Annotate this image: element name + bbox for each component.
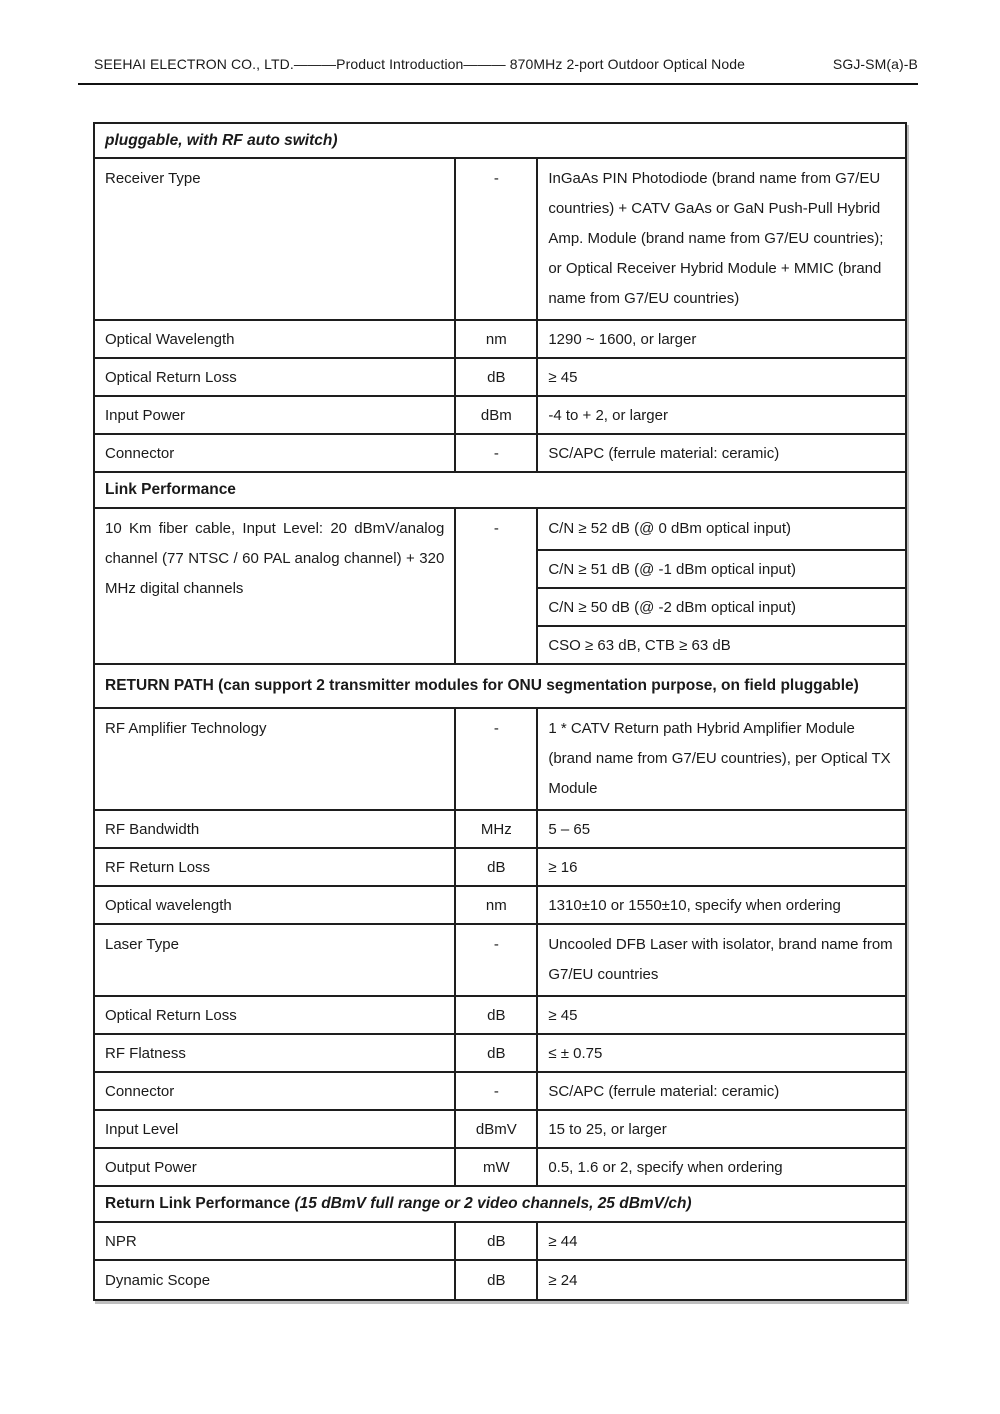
param-cell: Optical Return Loss [94, 358, 455, 396]
header-model-number: SGJ-SM(a)-B [832, 56, 918, 72]
table-row [94, 886, 906, 924]
value-cell: 0.5, 1.6 or 2, specify when ordering [537, 1148, 906, 1186]
unit-cell: - [455, 708, 537, 810]
param-cell: RF Amplifier Technology [94, 708, 455, 810]
condition-cell: 10 Km fiber cable, Input Level: 20 dBmV/analog channel (77 NTSC / 60 PAL analog channel) + 320 MHz digital channels [94, 508, 455, 664]
value-cell: SC/APC (ferrule material: ceramic) [537, 434, 906, 472]
param-cell: NPR [94, 1222, 455, 1260]
unit-cell: dB [455, 848, 537, 886]
param-cell: RF Return Loss [94, 848, 455, 886]
value-cell: 15 to 25, or larger [537, 1110, 906, 1148]
value-cell: C/N ≥ 52 dB (@ 0 dBm optical input) [537, 508, 906, 550]
page-header [78, 56, 918, 85]
table-row [94, 924, 906, 996]
unit-cell: dBmV [455, 1110, 537, 1148]
value-cell: ≤ ± 0.75 [537, 1034, 906, 1072]
section-title-note: (15 dBmV full range or 2 video channels, 25 dBmV/ch) [294, 1195, 692, 1212]
table-row [94, 996, 906, 1034]
table-row [94, 1110, 906, 1148]
table-row [94, 472, 906, 508]
table-row [94, 1260, 906, 1300]
table-row [94, 508, 906, 550]
param-cell: Optical Return Loss [94, 996, 455, 1034]
table-row [94, 848, 906, 886]
table-row [94, 664, 906, 708]
param-cell: Optical Wavelength [94, 320, 455, 358]
value-cell: C/N ≥ 50 dB (@ -2 dBm optical input) [537, 588, 906, 626]
unit-cell: dB [455, 1222, 537, 1260]
value-cell: SC/APC (ferrule material: ceramic) [537, 1072, 906, 1110]
value-cell: ≥ 45 [537, 358, 906, 396]
table-row [94, 1222, 906, 1260]
param-cell: Optical wavelength [94, 886, 455, 924]
table-row [94, 1186, 906, 1222]
section-header-return-link-performance [94, 1186, 906, 1222]
unit-cell: MHz [455, 810, 537, 848]
value-cell: 1290 ~ 1600, or larger [537, 320, 906, 358]
unit-cell: dBm [455, 396, 537, 434]
header-title: SEEHAI ELECTRON CO., LTD.———Product Introduction——— 870MHz 2-port Outdoor Optical Node [94, 56, 746, 72]
unit-cell: - [455, 434, 537, 472]
param-cell: Input Power [94, 396, 455, 434]
table-row [94, 1034, 906, 1072]
value-cell: InGaAs PIN Photodiode (brand name from G7/EU countries) + CATV GaAs or GaN Push-Pull Hybrid Amp. Module (brand name from G7/EU countries); or Optical Receiver Hybrid Module + MMIC (brand name from G7/EU countries) [537, 158, 906, 320]
value-cell: C/N ≥ 51 dB (@ -1 dBm optical input) [537, 550, 906, 588]
value-cell: Uncooled DFB Laser with isolator, brand name from G7/EU countries [537, 924, 906, 996]
value-cell: ≥ 45 [537, 996, 906, 1034]
table-row [94, 158, 906, 320]
param-cell: RF Flatness [94, 1034, 455, 1072]
value-cell: -4 to + 2, or larger [537, 396, 906, 434]
unit-cell: dB [455, 1034, 537, 1072]
table-row [94, 810, 906, 848]
section-header-return-path: RETURN PATH (can support 2 transmitter modules for ONU segmentation purpose, on field pluggable) [94, 664, 906, 708]
param-cell: Connector [94, 434, 455, 472]
value-cell: CSO ≥ 63 dB, CTB ≥ 63 dB [537, 626, 906, 664]
section-header-link-performance: Link Performance [94, 472, 906, 508]
value-cell: 1 * CATV Return path Hybrid Amplifier Module (brand name from G7/EU countries), per Optical TX Module [537, 708, 906, 810]
value-cell: 5 – 65 [537, 810, 906, 848]
spec-table [93, 122, 907, 1301]
table-row [94, 1072, 906, 1110]
param-cell: Receiver Type [94, 158, 455, 320]
value-cell: 1310±10 or 1550±10, specify when ordering [537, 886, 906, 924]
spec-table-container [93, 122, 907, 1301]
table-row [94, 708, 906, 810]
param-cell: Input Level [94, 1110, 455, 1148]
unit-cell: - [455, 158, 537, 320]
value-cell: ≥ 24 [537, 1260, 906, 1300]
unit-cell: nm [455, 320, 537, 358]
table-row [94, 358, 906, 396]
param-cell: Output Power [94, 1148, 455, 1186]
table-row [94, 123, 906, 158]
value-cell: ≥ 16 [537, 848, 906, 886]
unit-cell: nm [455, 886, 537, 924]
unit-cell: - [455, 924, 537, 996]
section-title-text: Return Link Performance [105, 1195, 291, 1212]
unit-cell: - [455, 508, 537, 664]
table-row [94, 1148, 906, 1186]
unit-cell: dB [455, 996, 537, 1034]
unit-cell: dB [455, 1260, 537, 1300]
param-cell: Dynamic Scope [94, 1260, 455, 1300]
param-cell: RF Bandwidth [94, 810, 455, 848]
value-cell: ≥ 44 [537, 1222, 906, 1260]
param-cell: Connector [94, 1072, 455, 1110]
table-row [94, 320, 906, 358]
table-row [94, 434, 906, 472]
unit-cell: mW [455, 1148, 537, 1186]
table-row [94, 396, 906, 434]
unit-cell: - [455, 1072, 537, 1110]
unit-cell: dB [455, 358, 537, 396]
param-cell: Laser Type [94, 924, 455, 996]
section-note-pluggable: pluggable, with RF auto switch) [94, 123, 906, 158]
